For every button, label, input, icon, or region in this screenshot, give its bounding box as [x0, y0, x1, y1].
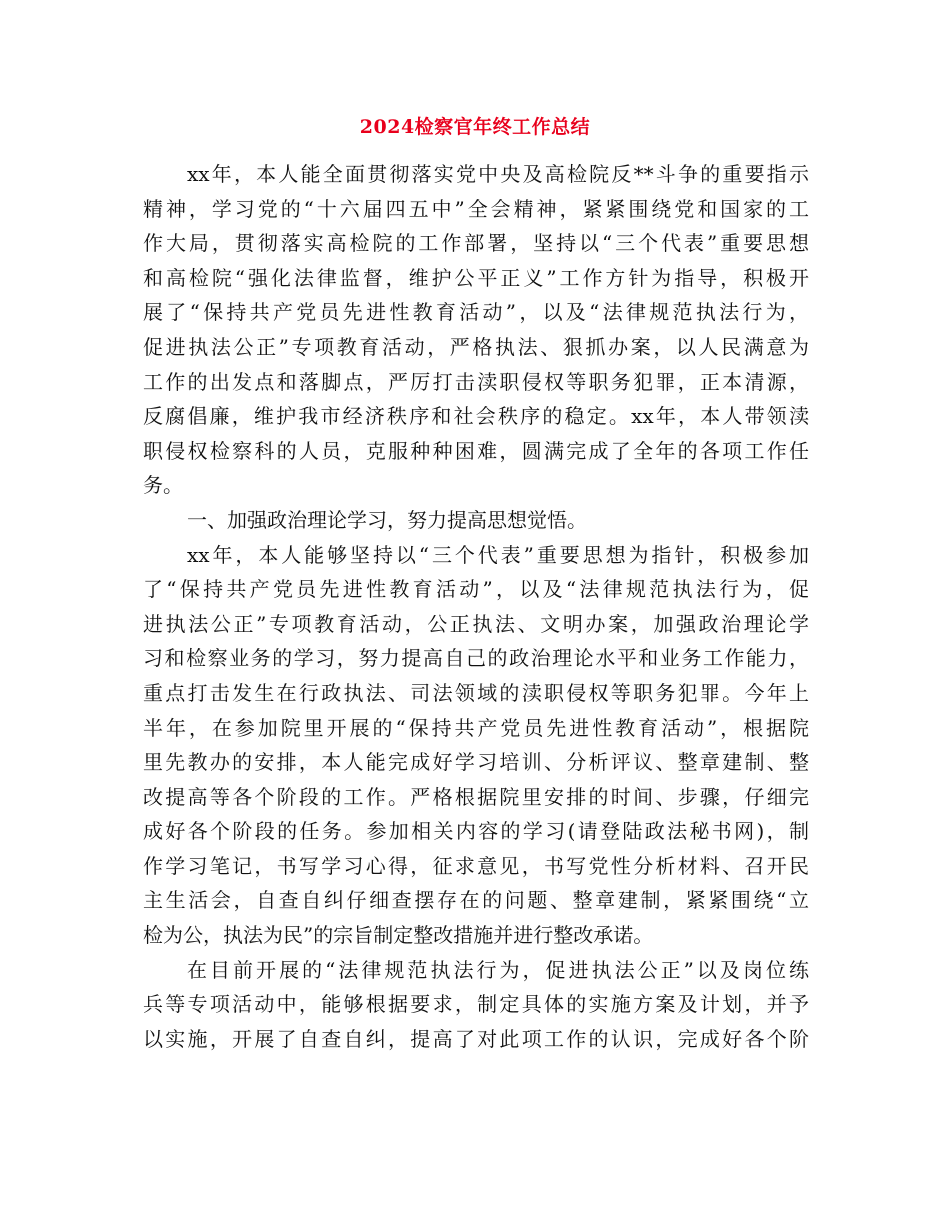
text-line: 重点打击发生在行政执法、司法领域的渎职侵权等职务犯罪。今年上: [143, 680, 809, 705]
text-line: 务。: [143, 473, 183, 498]
document-body: [143, 157, 809, 1056]
text-line: 改提高等各个阶段的工作。严格根据院里安排的时间、步骤，仔细完: [143, 784, 809, 809]
text-line: 在目前开展的“法律规范执法行为，促进执法公正”以及岗位练: [187, 957, 809, 982]
text-line: 反腐倡廉，维护我市经济秩序和社会秩序的稳定。xx年，本人带领渎: [143, 404, 809, 429]
text-line: 展了“保持共产党员先进性教育活动”，以及“法律规范执法行为，: [143, 300, 809, 325]
text-line: 进执法公正”专项教育活动，公正执法、文明办案，加强政治理论学: [143, 611, 809, 636]
text-line: xx年，本人能够坚持以“三个代表”重要思想为指针，积极参加: [187, 542, 809, 567]
text-line: 兵等专项活动中，能够根据要求，制定具体的实施方案及计划，并予: [143, 992, 809, 1017]
section-heading: 一、加强政治理论学习，努力提高思想觉悟。: [187, 507, 587, 532]
text-line: 职侵权检察科的人员，克服种种困难，圆满完成了全年的各项工作任: [143, 438, 809, 463]
text-line: 成好各个阶段的任务。参加相关内容的学习(请登陆政法秘书网)，制: [143, 819, 809, 844]
text-line: 精神，学习党的“十六届四五中”全会精神，紧紧围绕党和国家的工: [143, 196, 809, 221]
text-line: 工作的出发点和落脚点，严厉打击渎职侵权等职务犯罪，正本清源，: [143, 369, 809, 394]
text-line: 里先教办的安排，本人能完成好学习培训、分析评议、整章建制、整: [143, 750, 809, 775]
text-line: 以实施，开展了自查自纠，提高了对此项工作的认识，完成好各个阶: [143, 1026, 809, 1051]
text-line: 主生活会，自查自纠仔细查摆存在的问题、整章建制，紧紧围绕“立: [143, 888, 809, 913]
text-line: 检为公，执法为民”的宗旨制定整改措施并进行整改承诺。: [143, 923, 654, 948]
text-line: 促进执法公正”专项教育活动，严格执法、狠抓办案，以人民满意为: [143, 334, 809, 359]
document-title: 2024检察官年终工作总结: [359, 116, 591, 138]
text-line: 半年，在参加院里开展的“保持共产党员先进性教育活动”，根据院: [143, 715, 809, 740]
text-line: 作大局，贯彻落实高检院的工作部署，坚持以“三个代表”重要思想: [143, 231, 809, 256]
text-line: 作学习笔记，书写学习心得，征求意见，书写党性分析材料、召开民: [143, 853, 809, 878]
text-line: 了“保持共产党员先进性教育活动”，以及“法律规范执法行为，促: [143, 577, 809, 602]
text-line: 习和检察业务的学习，努力提高自己的政治理论水平和业务工作能力，: [143, 646, 809, 671]
text-line: xx年，本人能全面贯彻落实党中央及高检院反**斗争的重要指示: [187, 162, 809, 186]
text-line: 和高检院“强化法律监督，维护公平正义”工作方针为指导，积极开: [143, 265, 809, 290]
